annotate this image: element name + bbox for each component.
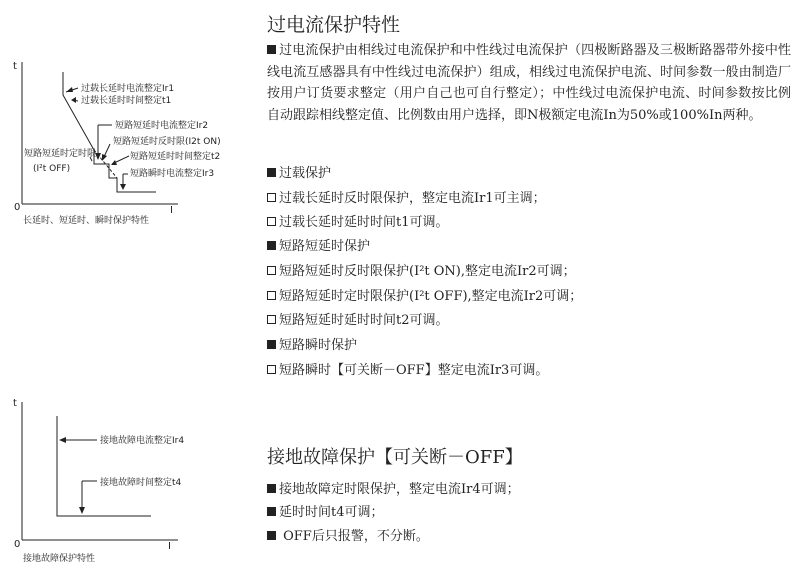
origin-label: 0 — [14, 539, 21, 550]
annotation-ir1: 过载长延时电流整定Ir1 — [81, 84, 175, 94]
short-delay-item: 短路短延时延时时间t2可调。 — [267, 309, 449, 328]
arrowhead-ir4 — [59, 437, 66, 443]
annotation-ir4: 接地故障电流整定Ir4 — [100, 436, 185, 446]
filled-square-icon — [267, 531, 276, 540]
hollow-square-icon — [267, 365, 276, 374]
overcurrent-intro — [267, 40, 791, 126]
overload-heading: 过载保护 — [267, 162, 331, 181]
annotation-t1: 过载长延时时间整定t1 — [81, 96, 172, 106]
hollow-square-icon — [267, 315, 276, 324]
instant-item: 短路瞬时【可关断－OFF】整定电流Ir3可调。 — [267, 359, 548, 378]
annotation-i2t-off-1: 短路短延时定时限 — [24, 149, 97, 159]
x-axis-label: I — [168, 541, 171, 552]
y-axis-label: t — [13, 61, 17, 72]
short-delay-heading: 短路短延时保护 — [267, 235, 370, 254]
annotation-ir2: 短路短延时电流整定Ir2 — [115, 121, 209, 131]
annotation-ir3: 短路瞬时电流整定Ir3 — [130, 169, 215, 179]
overload-item: 过载长延时延时时间t1可调。 — [267, 211, 449, 230]
hollow-square-icon — [267, 193, 276, 202]
hollow-square-icon — [267, 291, 276, 300]
arrowhead-t4 — [79, 507, 85, 514]
instant-heading: 短路瞬时保护 — [267, 334, 357, 353]
filled-square-icon — [267, 45, 276, 54]
overload-item: 过载长延时反时限保护，整定电流Ir1可主调； — [267, 187, 546, 206]
short-delay-item: 短路短延时反时限保护(I²t ON),整定电流Ir2可调； — [267, 260, 576, 279]
hollow-square-icon — [267, 217, 276, 226]
filled-square-icon — [267, 484, 276, 493]
annotation-i2t-on: 短路短延时反时限(I2t ON) — [113, 137, 221, 147]
filled-square-icon — [267, 241, 276, 250]
ground-fault-characteristic-chart — [0, 0, 260, 580]
ground-fault-item: OFF后只报警，不分断。 — [267, 525, 429, 544]
filled-square-icon — [267, 168, 276, 177]
x-axis-label: I — [170, 205, 173, 216]
overcurrent-intro-text: 过电流保护由相线过电流保护和中性线过电流保护（四极断路器及三极断路器带外接中性线电流互感器具有中性线过电流保护）组成，相线过电流保护电流、时间参数一般由制造厂按用户订货要求整定（用户自己也可自行整定）；中性线过电流保护电流、时间参数按比例自动跟踪相线整定值、比例数由用户选择，即N极额定电流In为50%或100%In两种。 — [267, 43, 791, 123]
filled-square-icon — [267, 507, 276, 516]
annotation-t4: 接地故障时间整定t4 — [100, 478, 182, 488]
ground-fault-title: 接地故障保护【可关断－OFF】 — [267, 447, 523, 468]
overcurrent-title: 过电流保护特性 — [267, 14, 401, 36]
filled-square-icon — [267, 340, 276, 349]
chart-caption: 接地故障保护特性 — [23, 554, 96, 564]
ground-fault-item: 接地故障定时限保护，整定电流Ir4可调； — [267, 478, 520, 497]
ground-fault-item: 延时时间t4可调； — [267, 501, 384, 520]
chart-caption: 长延时、短延时、瞬时保护特性 — [23, 216, 150, 226]
origin-label: 0 — [14, 202, 21, 213]
short-delay-item: 短路短延时定时限保护(I²t OFF),整定电流Ir2可调； — [267, 285, 582, 304]
annotation-i2t-off-2: (I²t OFF) — [33, 164, 71, 174]
hollow-square-icon — [267, 266, 276, 275]
ground-fault-curve — [57, 416, 151, 516]
y-axis-label: t — [13, 398, 17, 409]
annotation-t2: 短路短延时时间整定t2 — [130, 152, 221, 162]
